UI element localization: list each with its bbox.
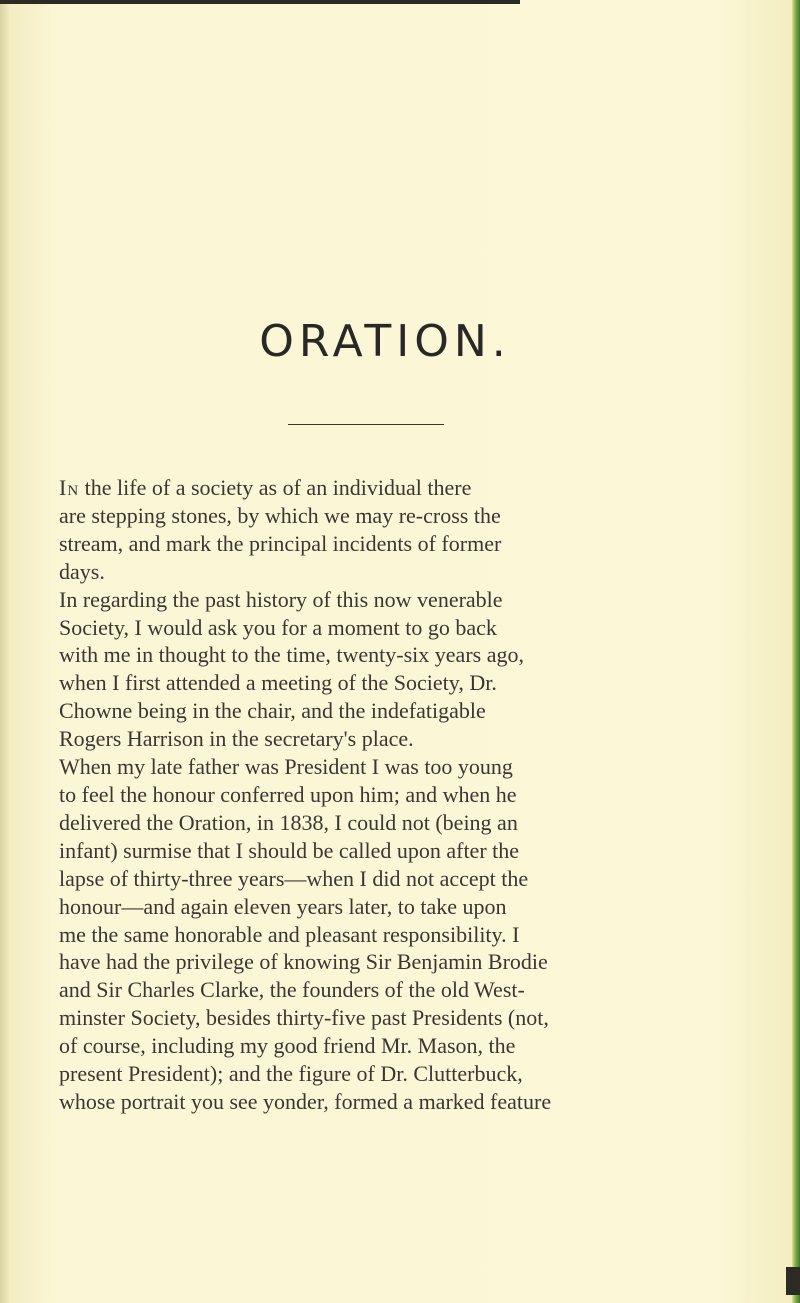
text-line: have had the privilege of knowing Sir Benjamin Brodie xyxy=(59,949,548,975)
text-line: of course, including my good friend Mr. Mason, the xyxy=(59,1033,516,1059)
text-line: stream, and mark the principal incidents of former xyxy=(59,530,502,556)
text-line: when I first attended a meeting of the Society, Dr. xyxy=(59,670,497,696)
page-corner-mark xyxy=(786,1267,800,1295)
text-line: lapse of thirty-three years—when I did not accept the xyxy=(59,865,529,891)
text-line: with me in thought to the time, twenty-six years ago, xyxy=(59,642,524,668)
text-line: delivered the Oration, in 1838, I could not (being an xyxy=(59,809,518,835)
text-line xyxy=(59,474,679,502)
text-line: present President); and the figure of Dr. Clutterbuck, xyxy=(59,1061,523,1087)
text-line: to feel the honour conferred upon him; and when he xyxy=(59,781,517,807)
text-line: Chowne being in the chair, and the indefatigable xyxy=(59,698,486,724)
page-title: ORATION. xyxy=(259,316,511,367)
text-line-content: the life of a society as of an individual there xyxy=(79,475,472,500)
text-line: infant) surmise that I should be called upon after the xyxy=(59,837,520,863)
text-line: days. xyxy=(59,558,105,584)
right-page-edge xyxy=(792,0,800,1303)
text-line: Rogers Harrison in the secretary's place. xyxy=(59,726,414,752)
paragraph-2 xyxy=(59,586,679,753)
text-line: minster Society, besides thirty-five past Presidents (not, xyxy=(59,1005,549,1031)
paragraph-3 xyxy=(59,753,679,1116)
page-gutter-shadow xyxy=(0,0,10,1303)
title-rule xyxy=(288,424,444,425)
text-line: me the same honorable and pleasant responsibility. I xyxy=(59,921,520,947)
text-line: Society, I would ask you for a moment to go back xyxy=(59,614,497,640)
text-line: whose portrait you see yonder, formed a marked feature xyxy=(59,1088,552,1114)
top-page-edge xyxy=(0,0,520,4)
text-line: honour—and again eleven years later, to take upon xyxy=(59,893,507,919)
paragraph-1 xyxy=(59,474,679,586)
drop-lead-word: In xyxy=(59,475,80,500)
text-line: are stepping stones, by which we may re-cross the xyxy=(59,502,501,528)
text-line: In regarding the past history of this now venerable xyxy=(59,586,503,612)
text-line: When my late father was President I was too young xyxy=(59,754,513,780)
oration-text xyxy=(59,474,679,1116)
text-line: and Sir Charles Clarke, the founders of the old West- xyxy=(59,977,525,1003)
